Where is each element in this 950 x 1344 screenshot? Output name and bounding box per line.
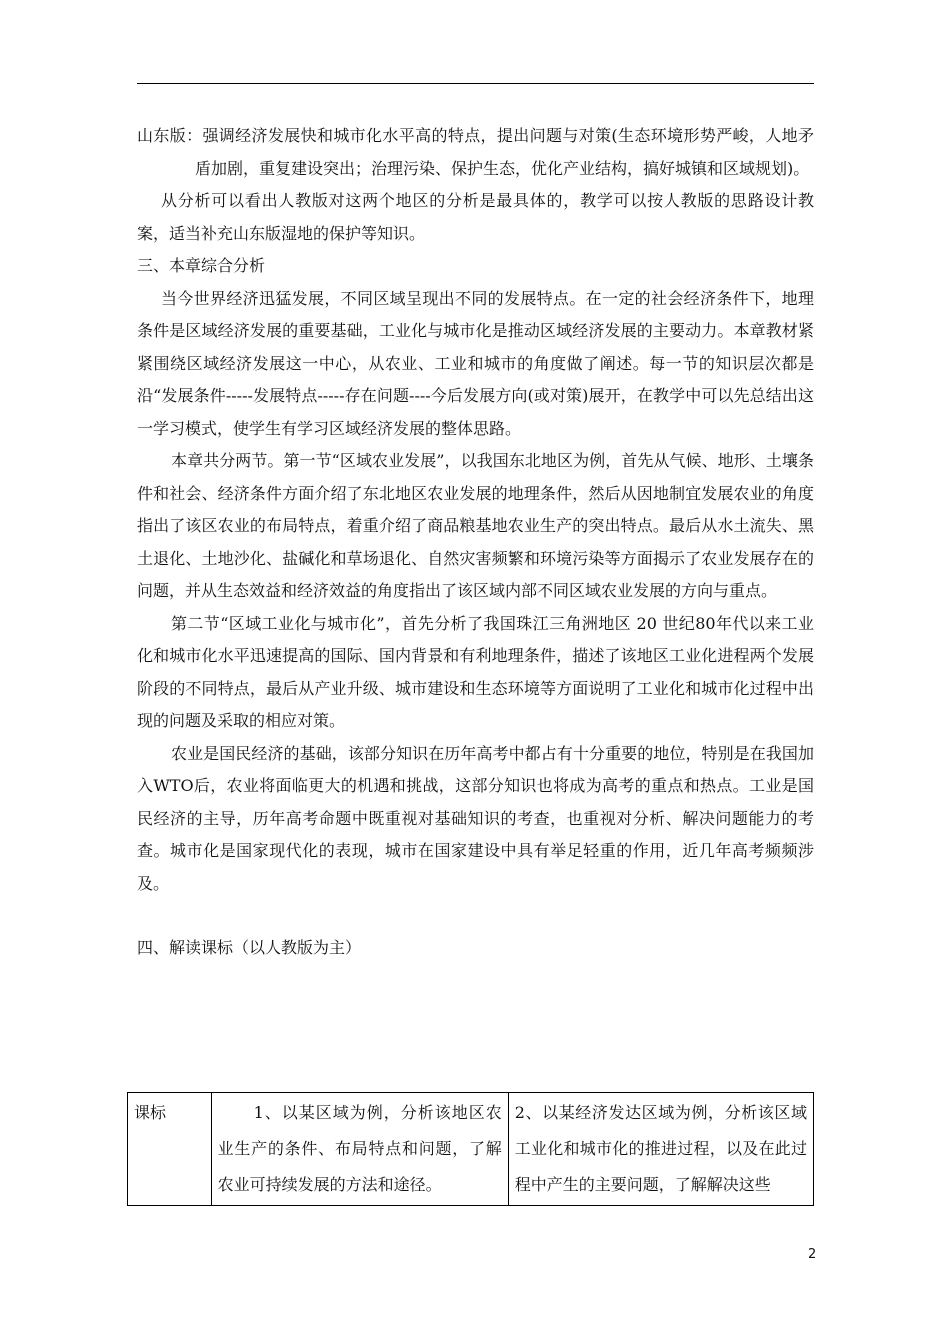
paragraph-intro: 当今世界经济迅猛发展，不同区域呈现出不同的发展特点。在一定的社会经济条件下，地理条件是区域经济发展的重要基础，工业化与城市化是推动区域经济发展的主要动力。本章教材紧紧围绕区域经济发展这一中心，从农业、工业和城市的角度做了阐述。每一节的知识层次都是沿“发展条件-----发展特点-----存在问题----今后发展方向(或对策)展开，在教学中可以先总结出这一学习模式，使学生有学习区域经济发展的整体思路。 (137, 288, 814, 438)
heading-section-3: 三、本章综合分析 (137, 256, 266, 275)
paragraph-section-1: 本章共分两节。第一节“区域农业发展”，以我国东北地区为例，首先从气候、地形、土壤条件和社会、经济条件方面介绍了东北地区农业发展的地理条件，然后从因地制宜发展农业的角度指出了该区农业的布局特点，着重介绍了商品粮基地农业生产的突出特点。最后从水土流失、黑土退化、土地沙化、盐碱化和草场退化、自然灾害频繁和环境污染等方面揭示了农业发展存在的问题，并从生态效益和经济效益的角度指出了该区域内部不同区域农业发展的方向与重点。 (137, 451, 814, 600)
curriculum-standard-table (127, 1092, 814, 1206)
page-body (137, 120, 814, 965)
spacer (137, 900, 814, 932)
paragraph-section-2: 第二节“区域工业化与城市化”，首先分析了我国珠江三角洲地区 20 世纪80年代以来工业化和城市化水平迅速提高的国际、国内背景和有利地理条件，描述了该地区工业化进程两个发展阶段的不同特点，最后从产业升级、城市建设和生态环境等方面说明了工业化和城市化过程中出现的问题及采取的相应对策。 (137, 613, 814, 730)
table-cell-standard-2: 2、以某经济发达区域为例，分析该区域工业化和城市化的推进过程，以及在此过程中产生的主要问题，了解解决这些 (508, 1093, 813, 1206)
table-row-label: 课标 (128, 1093, 212, 1206)
page-number: 2 (808, 1247, 817, 1262)
paragraph-analysis: 从分析可以看出人教版对这两个地区的分析是最具体的，教学可以按人教版的思路设计教案，适当补充山东版湿地的保护等知识。 (137, 191, 814, 243)
paragraph-shandong: 山东版：强调经济发展快和城市化水平高的特点，提出问题与对策(生态环境形势严峻，人地矛盾加剧，重复建设突出；治理污染、保护生态，优化产业结构，搞好城镇和区域规划)。 (137, 126, 814, 178)
table-cell-standard-1: 1、以某区域为例，分析该地区农业生产的条件、布局特点和问题，了解农业可持续发展的方法和途径。 (211, 1093, 508, 1206)
heading-section-4: 四、解读课标（以人教版为主） (137, 938, 362, 957)
paragraph-exam: 农业是国民经济的基础，该部分知识在历年高考中都占有十分重要的地位，特别是在我国加入WTO后，农业将面临更大的机遇和挑战，这部分知识也将成为高考的重点和热点。工业是国民经济的主导，历年高考命题中既重视对基础知识的考查，也重视对分析、解决问题能力的考查。城市化是国家现代化的表现，城市在国家建设中具有举足轻重的作用，近几年高考频频涉及。 (137, 743, 814, 893)
header-rule (137, 83, 814, 84)
table-row (128, 1093, 814, 1206)
